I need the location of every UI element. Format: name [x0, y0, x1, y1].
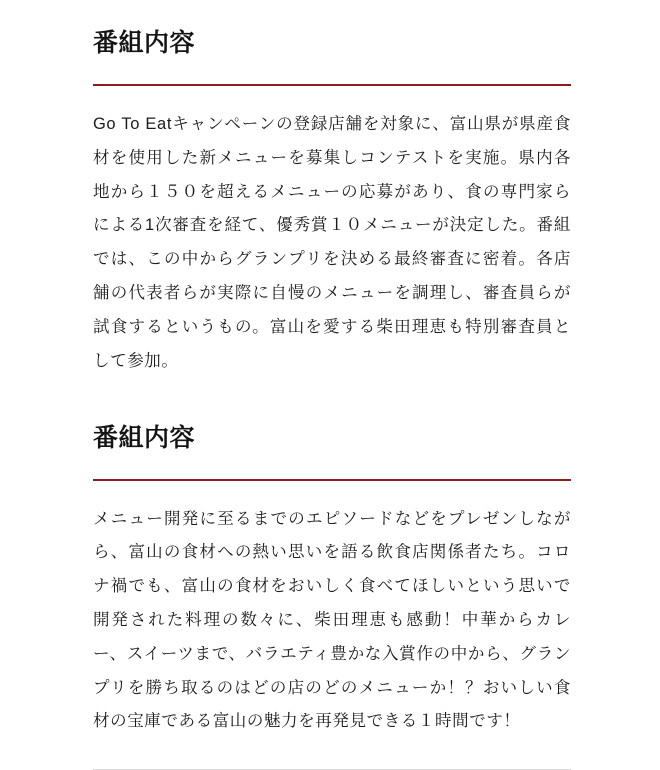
section-2-rule-spacer [93, 453, 571, 481]
footer-divider-spacer [93, 739, 571, 770]
section-2-title-spacer [93, 379, 571, 453]
document-content [93, 0, 571, 770]
section-program-content-1 [93, 0, 571, 379]
section-1-body-spacer [93, 86, 571, 379]
section-1-rule-spacer [93, 58, 571, 86]
section-2-body-spacer [93, 481, 571, 740]
section-2-body-text: メニュー開発に至るまでのエピソードなどをプレゼンしながら、富山の食材への熱い思いを語る飲食店関係者たち。コロナ禍でも、富山の食材をおいしく食べてほしいという思いで開発された料理の数々に、柴田理恵も感動！中華からカレー、スイーツまで、バラエティ豊かな入賞作の中から、グランプリを勝ち取るのはどの店のどのメニューか！？おいしい食材の宝庫である富山の魅力を再発見できる１時間です！ [93, 509, 571, 731]
section-program-content-2 [93, 379, 571, 740]
section-1-body-text: Go To Eatキャンペーンの登録店舗を対象に、富山県が県産食材を使用した新メニューを募集しコンテストを実施。県内各地から１５０を超えるメニューの応募があり、食の専門家らによる1次審査を経て、優秀賞１０メニューが決定した。番組では、この中からグランプリを決める最終審査に密着。各店舗の代表者らが実際に自慢のメニューを調理し、審査員らが試食するというもの。富山を愛する柴田理恵も特別審査員として参加。 [93, 115, 571, 370]
section-2-heading: 番組内容 [93, 423, 196, 452]
section-1-heading: 番組内容 [93, 29, 196, 57]
section-1-title-spacer [93, 0, 571, 58]
